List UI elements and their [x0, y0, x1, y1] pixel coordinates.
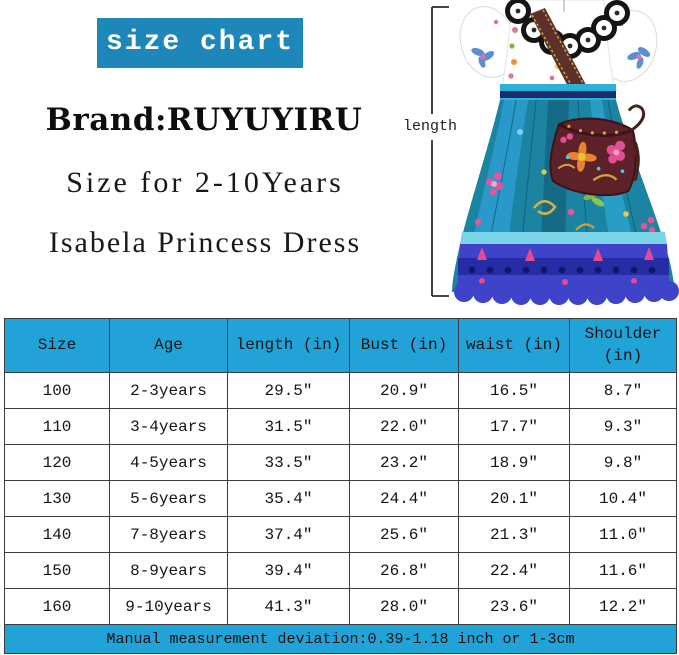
- size-table-footer-row: [5, 625, 677, 654]
- table-cell: 11.0″: [570, 517, 677, 553]
- column-header: Age: [110, 319, 228, 373]
- table-cell: 4-5years: [110, 445, 228, 481]
- table-cell: 9.3″: [570, 409, 677, 445]
- table-cell: 37.4″: [228, 517, 350, 553]
- table-cell: 29.5″: [228, 373, 350, 409]
- brand-title: Brand:RUYUYIRU: [45, 102, 363, 138]
- table-cell: 24.4″: [350, 481, 459, 517]
- table-cell: 22.4″: [459, 553, 570, 589]
- table-cell: 7-8years: [110, 517, 228, 553]
- column-header: waist (in): [459, 319, 570, 373]
- table-cell: 150: [5, 553, 110, 589]
- table-cell: 22.0″: [350, 409, 459, 445]
- table-cell: 8.7″: [570, 373, 677, 409]
- table-cell: 10.4″: [570, 481, 677, 517]
- table-cell: 41.3″: [228, 589, 350, 625]
- table-cell: 130: [5, 481, 110, 517]
- table-cell: 3-4years: [110, 409, 228, 445]
- size-table: [4, 318, 677, 654]
- table-cell: 100: [5, 373, 110, 409]
- table-cell: 35.4″: [228, 481, 350, 517]
- column-header: Bust (in): [350, 319, 459, 373]
- dress-photo: [448, 0, 679, 310]
- table-cell: 11.6″: [570, 553, 677, 589]
- waistband: [500, 84, 616, 102]
- table-cell: 12.2″: [570, 589, 677, 625]
- table-cell: 18.9″: [459, 445, 570, 481]
- table-cell: 2-3years: [110, 373, 228, 409]
- table-cell: 120: [5, 445, 110, 481]
- length-label: length: [399, 114, 461, 140]
- table-cell: 20.9″: [350, 373, 459, 409]
- table-row: [5, 481, 677, 517]
- column-header: length (in): [228, 319, 350, 373]
- column-header: Size: [5, 319, 110, 373]
- table-cell: 31.5″: [228, 409, 350, 445]
- table-cell: 21.3″: [459, 517, 570, 553]
- table-cell: 17.7″: [459, 409, 570, 445]
- table-cell: 140: [5, 517, 110, 553]
- product-name-title: Isabela Princess Dress: [48, 226, 362, 259]
- table-cell: 20.1″: [459, 481, 570, 517]
- table-cell: 23.2″: [350, 445, 459, 481]
- table-cell: 5-6years: [110, 481, 228, 517]
- table-cell: 28.0″: [350, 589, 459, 625]
- size-table-body: [5, 373, 677, 625]
- size-chart-badge: size chart: [97, 18, 303, 68]
- table-cell: 39.4″: [228, 553, 350, 589]
- table-row: [5, 445, 677, 481]
- size-table-header-row: [5, 319, 677, 373]
- table-cell: 110: [5, 409, 110, 445]
- table-row: [5, 373, 677, 409]
- table-cell: 8-9years: [110, 553, 228, 589]
- size-range-title: Size for 2-10Years: [66, 166, 344, 199]
- table-row: [5, 517, 677, 553]
- table-row: [5, 553, 677, 589]
- table-cell: 9-10years: [110, 589, 228, 625]
- table-row: [5, 409, 677, 445]
- table-cell: 26.8″: [350, 553, 459, 589]
- column-header: Shoulder (in): [570, 319, 677, 373]
- table-cell: 23.6″: [459, 589, 570, 625]
- table-cell: 160: [5, 589, 110, 625]
- table-cell: 9.8″: [570, 445, 677, 481]
- table-row: [5, 589, 677, 625]
- table-cell: 16.5″: [459, 373, 570, 409]
- table-cell: 25.6″: [350, 517, 459, 553]
- measurement-deviation-note: Manual measurement deviation:0.39-1.18 inch or 1-3cm: [5, 625, 677, 654]
- table-cell: 33.5″: [228, 445, 350, 481]
